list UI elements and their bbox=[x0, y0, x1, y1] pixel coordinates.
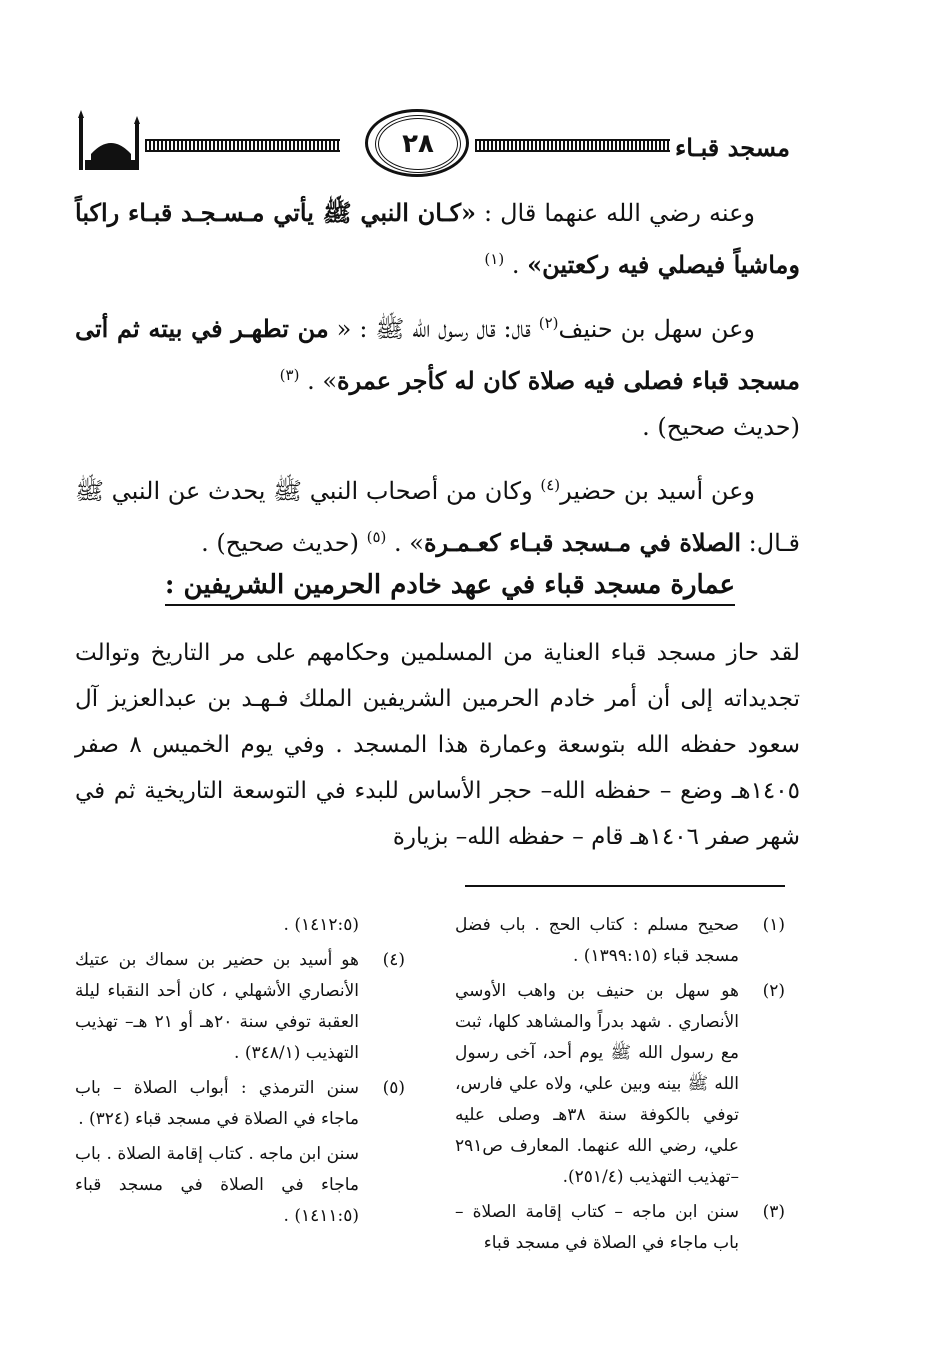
paragraph-1 bbox=[75, 190, 800, 288]
ornament-chain-right bbox=[475, 139, 670, 152]
hadith-quote-1: «كـان النبي ﷺ يأتي مـسـجـد قبـاء راكباً وماشياً فيصلي فيه ركعتين» bbox=[75, 198, 800, 279]
footnote-number: (٤) bbox=[382, 950, 405, 970]
section-body: لقد حاز مسجد قباء العناية من المسلمين وحكامهم على مر التاريخ وتوالت تجديداته إلى أن أمر خادم الحرمين الشريفين الملك فـهـد بن عبدالعزيز آل سعود حفظه الله بتوسعة وعمارة هذا المسجد . وفي يوم الخميس ٨ صفر ١٤٠٥هـ وضع – حفظه الله– حجر الأساس للبدء في التوسعة التاريخية ثم في شهر صفر ١٤٠٦هـ قام – حفظه الله– بزيارة bbox=[75, 640, 801, 850]
footnote-number: (٣) bbox=[762, 1202, 785, 1222]
grading-1: (حديث صحيح) . bbox=[642, 413, 800, 441]
paragraph-1-tail: . bbox=[504, 251, 528, 279]
paragraph-3 bbox=[75, 462, 800, 566]
paragraph-3-lead2: وكان من أصحاب النبي ﷺ يحدث عن النبي ﷺ قـال: bbox=[75, 477, 800, 557]
footnote-ref-1: (١) bbox=[484, 250, 505, 268]
footnote-item bbox=[455, 1197, 785, 1259]
footnote-ref-5: (٥) bbox=[366, 528, 387, 546]
footnote-number: (١) bbox=[762, 915, 785, 935]
footnote-item bbox=[455, 976, 785, 1193]
footnote-text: هو أسيد بن حضير بن سماك بن عتيك الأنصاري الأشهلي ، كان أحد النقباء ليلة العقبة توفي سنة ٢٠هـ أو ٢١ هـ– تهذيب التهذيب (٣٤٨/١) . bbox=[75, 950, 359, 1063]
footnote-text: سنن ابن ماجه . كتاب إقامة الصلاة . باب ماجاء في الصلاة في مسجد قباء (١٤١١:٥) . bbox=[75, 1144, 359, 1226]
footnote-number: (٥) bbox=[382, 1078, 405, 1098]
footnote-item bbox=[75, 1073, 405, 1135]
paragraph-1-lead: وعنه رضي الله عنهما قال : bbox=[476, 199, 755, 227]
paragraph-3-tail: » . bbox=[386, 529, 424, 557]
footnote-text: صحيح مسلم : كتاب الحج . باب فضل مسجد قباء (١٣٩٩:١٥) . bbox=[455, 915, 739, 966]
paragraph-2-lead: وعن سهل بن حنيف bbox=[558, 315, 755, 343]
footnote-text: سنن الترمذي : أبواب الصلاة – باب ماجاء في الصلاة في مسجد قباء (٣٢٤) . bbox=[75, 1078, 359, 1129]
footnotes-column-right bbox=[455, 910, 785, 1263]
page-header bbox=[75, 105, 790, 180]
footnotes-column-left bbox=[75, 910, 405, 1236]
footnote-ref-3: (٣) bbox=[279, 366, 300, 384]
ornament-chain-left bbox=[145, 139, 340, 152]
footnote-text: (١٤١٢:٥) . bbox=[283, 915, 359, 935]
section-heading: عمارة مسجد قباء في عهد خادم الحرمين الشريفين : bbox=[165, 570, 735, 606]
paragraph-3-lead: وعن أسيد بن حضير bbox=[560, 477, 756, 505]
hadith-quote-3: الصلاة في مـسجد قبـاء كعـمـرة bbox=[423, 528, 742, 557]
main-text bbox=[75, 190, 800, 578]
paragraph-2-lead2: قال: قال رسول الله ﷺ : « bbox=[328, 315, 539, 343]
mosque-silhouette-icon bbox=[75, 110, 145, 170]
footnote-text: هو سهل بن حنيف بن واهب الأوسي الأنصاري . شهد بدراً والمشاهد كلها، ثبت مع رسول الله ﷺ يوم أحد، آخى رسول الله ﷺ بينه وبين علي، ولاه علي فارس، توفي بالكوفة سنة ٣٨هـ وصلى عليه علي، رضي الله عنهما. المعارف ص٢٩١ –تهذيب التهذيب (٢٥١/٤). bbox=[455, 981, 739, 1187]
page-number: ٢٨ bbox=[375, 115, 461, 173]
paragraph-2-tail: » . bbox=[299, 367, 338, 395]
footnote-number: (٢) bbox=[762, 981, 785, 1001]
running-title: مسجد قبـاء bbox=[674, 133, 790, 162]
footnote-divider bbox=[465, 885, 785, 887]
footnote-item bbox=[75, 945, 405, 1069]
footnote-text: سنن ابن ماجه – كتاب إقامة الصلاة – باب ماجاء في الصلاة في مسجد قباء bbox=[455, 1202, 739, 1253]
footnote-item bbox=[75, 1139, 405, 1232]
footnote-ref-2: (٢) bbox=[538, 314, 559, 332]
footnote-ref-4: (٤) bbox=[540, 476, 561, 494]
grading-2: (حديث صحيح) . bbox=[201, 529, 367, 557]
paragraph-2 bbox=[75, 300, 800, 450]
footnote-item bbox=[75, 910, 405, 941]
hadith-quote-2: من تطهـر في بيته ثم أتى مسجد قباء فصلى فيه صلاة كان له كأجر عمرة bbox=[75, 314, 800, 395]
footnote-item bbox=[455, 910, 785, 972]
